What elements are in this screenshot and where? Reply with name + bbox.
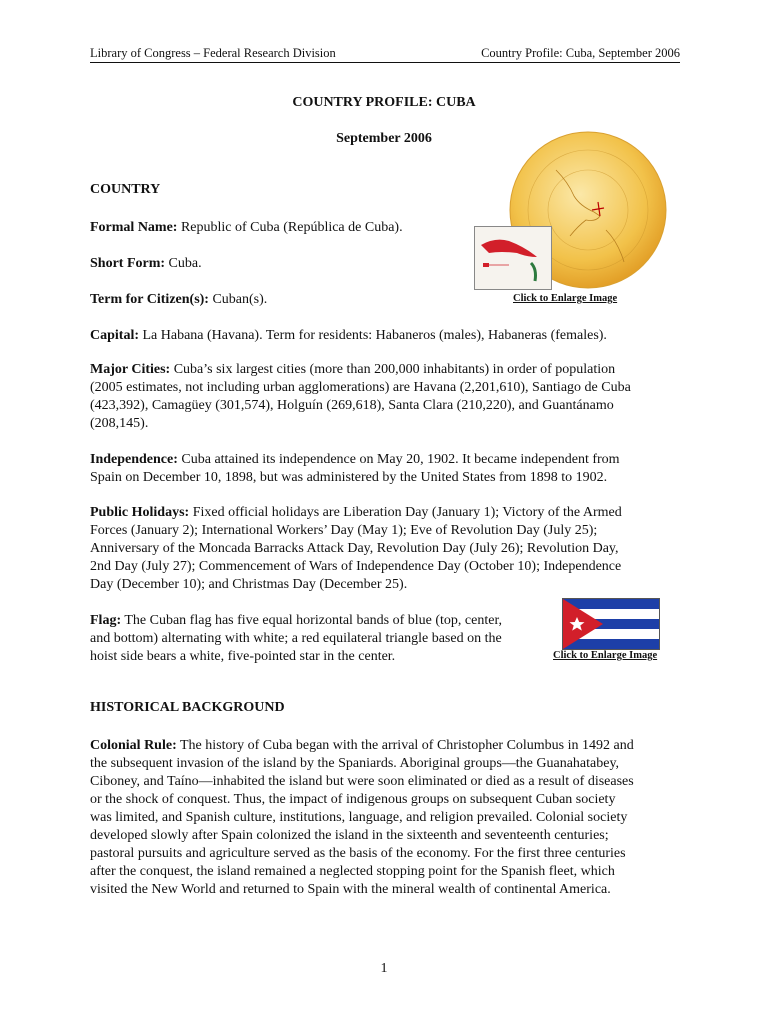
section-heading-country: COUNTRY [90,182,161,197]
running-header [90,46,680,63]
holidays-label: Public Holidays: [90,505,190,520]
independence-label: Independence: [90,452,178,467]
holidays-line-1: Fixed official holidays are Liberation Day (January 1); Victory of the Armed [189,505,622,520]
page-title: COUNTRY PROFILE: CUBA [292,95,476,110]
cuba-map-icon [475,227,551,289]
holidays-line-2: Forces (January 2); International Workers’ Day (May 1); Eve of Revolution Day (July 25); [90,523,598,538]
citizen-term-label: Term for Citizen(s): [90,292,209,307]
colonial-line-1: The history of Cuba began with the arrival of Christopher Columbus in 1492 and [176,738,634,753]
holidays-line-3: Anniversary of the Moncada Barracks Attack Day, Revolution Day (July 26); Revolution Day, [90,541,619,556]
cuba-flag-image[interactable] [562,598,660,650]
colonial-line-2: the subsequent invasion of the island by the Spaniards. Aboriginal groups—the Guanahatabey, [90,756,620,771]
colonial-line-8: after the conquest, the island remained a neglected stopping point for the Spanish fleet, which [90,864,615,879]
flag-line-1: The Cuban flag has five equal horizontal bands of blue (top, center, [121,613,503,628]
major-cities-line-2: (2005 estimates, not including urban agglomerations) are Havana (2,201,610), Santiago de Cuba [90,380,631,395]
independence-line-1: Cuba attained its independence on May 20, 1902. It became independent from [177,452,620,467]
major-cities-line-3: (423,392), Camagüey (301,574), Holguín (269,618), Santa Clara (210,220), and Guantánamo [90,398,614,413]
short-form-text: Cuba. [165,256,202,271]
header-left: Library of Congress – Federal Research Division [90,46,336,60]
flag-line-2: and bottom) alternating with white; a red equilateral triangle based on the [90,631,502,646]
page-number: 1 [380,961,388,976]
flag-description [90,612,550,666]
cuba-inset-map[interactable] [474,226,552,290]
flag-label: Flag: [90,613,122,628]
colonial-line-3: Ciboney, and Taíno—inhabited the island but were soon eliminated or died as a result of diseases [90,774,634,789]
colonial-line-4: or the shock of conquest. Thus, the impact of indigenous groups on subsequent Cuban society [90,792,616,807]
flag-enlarge-link[interactable]: Click to Enlarge Image [553,650,658,661]
colonial-label: Colonial Rule: [90,738,177,753]
colonial-rule [90,737,673,899]
major-cities [90,361,673,433]
holidays-line-5: Day (December 10); and Christmas Day (December 25). [90,577,408,592]
colonial-line-5: was limited, and Spanish culture, institutions, language, and religion prevailed. Colonial society [90,810,628,825]
capital [90,327,673,345]
flag-line-3: hoist side bears a white, five-pointed star in the center. [90,649,396,664]
capital-label: Capital: [90,328,139,343]
citizen-term-text: Cuban(s). [208,292,268,307]
section-heading-history: HISTORICAL BACKGROUND [90,700,285,715]
formal-name-text: Republic of Cuba (República de Cuba). [177,220,403,235]
colonial-line-9: visited the New World and returned to Spain with the mineral wealth of continental America. [90,882,611,897]
major-cities-line-4: (208,145). [90,416,149,431]
independence-line-2: Spain on December 10, 1898, but was administered by the United States from 1898 to 1902. [90,470,608,485]
major-cities-line-1: Cuba’s six largest cities (more than 200,000 inhabitants) in order of population [170,362,616,377]
cuba-flag-icon [563,599,659,649]
independence [90,451,673,487]
colonial-line-7: pastoral pursuits and agriculture served as the basis of the economy. For the first three centuries [90,846,626,861]
holidays-line-4: 2nd Day (July 27); Commencement of Wars of Independence Day (October 10); Independence [90,559,622,574]
short-form-label: Short Form: [90,256,166,271]
colonial-line-6: developed slowly after Spain colonized the island in the sixteenth and seventeenth centuries; [90,828,609,843]
public-holidays [90,504,673,594]
major-cities-label: Major Cities: [90,362,171,377]
header-right: Country Profile: Cuba, September 2006 [481,46,680,60]
capital-text: La Habana (Havana). Term for residents: Habaneros (males), Habaneras (females). [139,328,607,343]
page-date: September 2006 [336,131,432,146]
map-enlarge-link[interactable]: Click to Enlarge Image [513,293,618,304]
formal-name-label: Formal Name: [90,220,178,235]
